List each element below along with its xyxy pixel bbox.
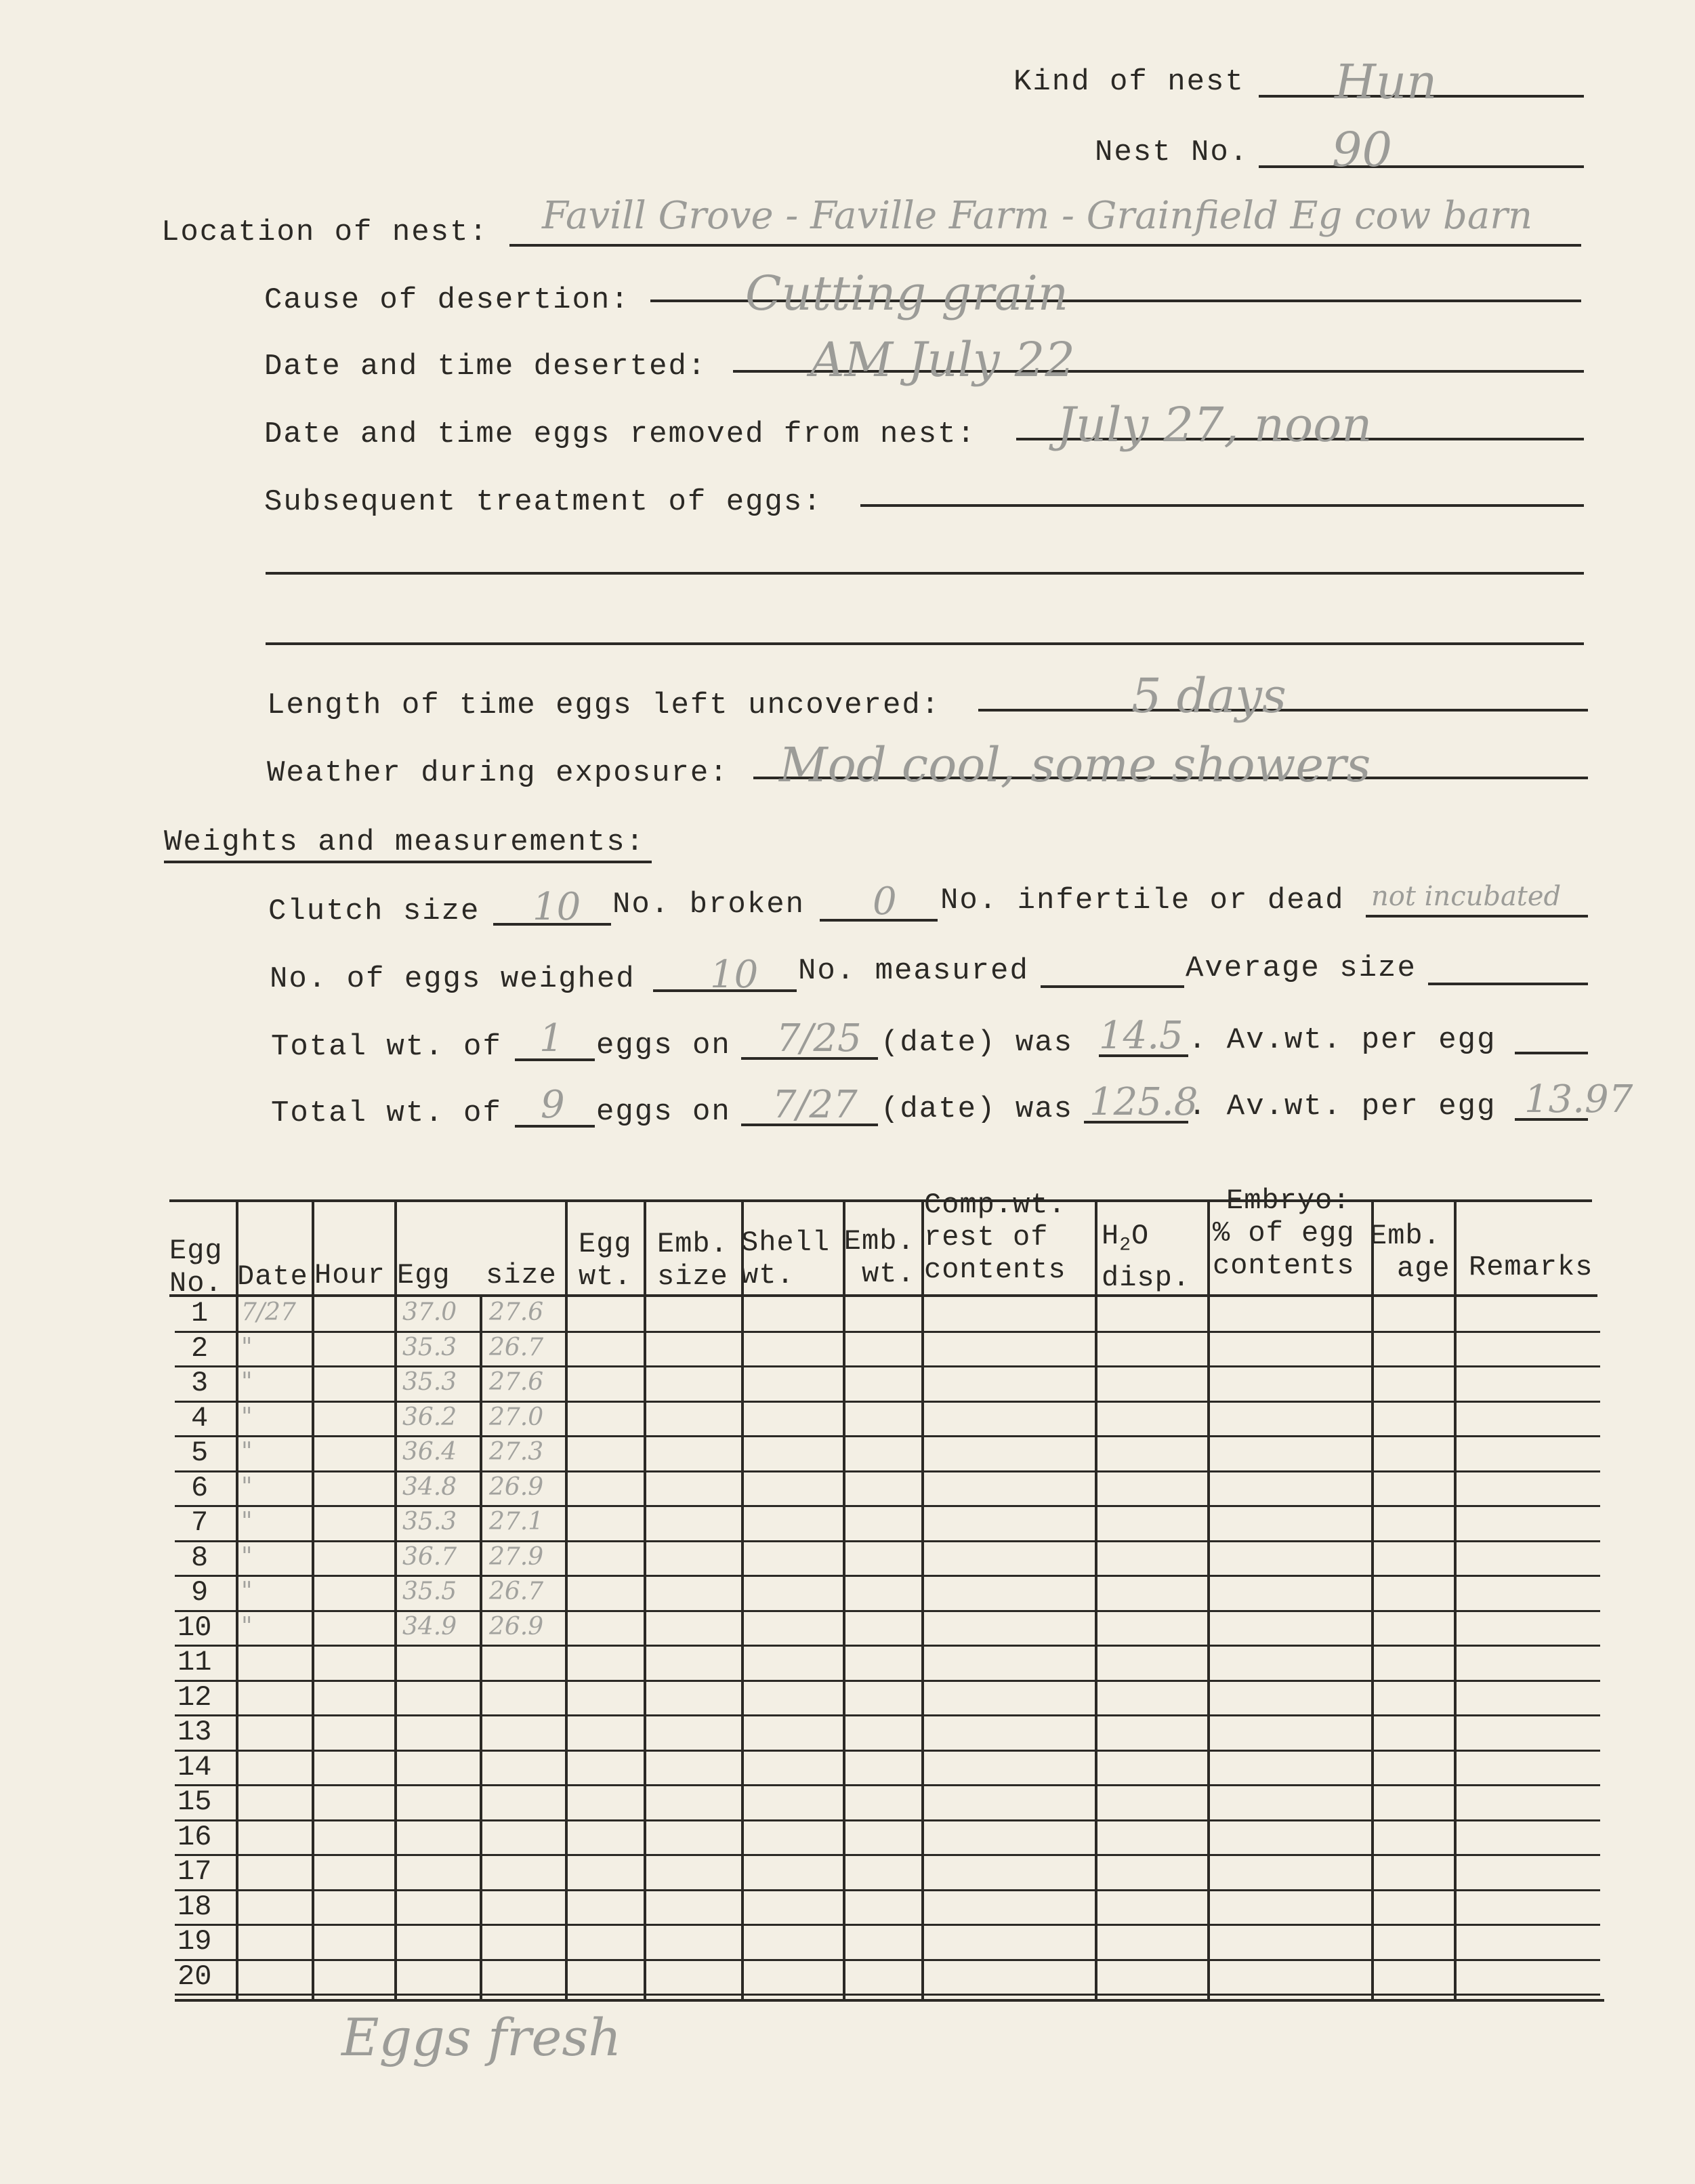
kind-of-nest-label: Kind of nest (1013, 65, 1244, 99)
row-rule (175, 1750, 1600, 1752)
row-rule (175, 1645, 1600, 1647)
cell-egg-length[interactable]: 34.8 (402, 1472, 457, 1501)
row-rule (175, 1331, 1600, 1333)
header-emb-wt: Emb. wt. (843, 1225, 915, 1290)
egg-number: 2 (191, 1332, 209, 1365)
cell-date[interactable]: " (241, 1578, 253, 1605)
row-rule (175, 1819, 1600, 1821)
no-measured-label: No. measured (798, 954, 1029, 988)
cell-egg-length[interactable]: 36.2 (402, 1403, 457, 1431)
cell-egg-width[interactable]: 27.0 (489, 1403, 544, 1431)
cell-egg-length[interactable]: 35.3 (402, 1508, 457, 1536)
total1-eggs-on: eggs on (596, 1029, 731, 1063)
cell-egg-length[interactable]: 35.3 (402, 1333, 457, 1361)
row-rule (175, 1854, 1600, 1856)
row-rule (175, 1610, 1600, 1612)
header-remarks: Remarks (1469, 1251, 1593, 1283)
row-rule (175, 1540, 1600, 1542)
header-comp-wt: Comp.wt. rest of contents (924, 1189, 1066, 1286)
row-rule (175, 1680, 1600, 1682)
row-rule (175, 1714, 1600, 1716)
header-shell-wt: Shell wt. (741, 1227, 831, 1292)
egg-number: 14 (177, 1750, 212, 1784)
header-emb-age: Emb. age (1370, 1220, 1450, 1285)
weights-heading: Weights and measurements: (164, 825, 646, 859)
row-rule (175, 1575, 1600, 1577)
eggs-weighed-label: No. of eggs weighed (270, 962, 635, 996)
eggs-weighed-value[interactable]: 10 (710, 953, 759, 997)
row-rule (175, 1959, 1600, 1961)
egg-number: 15 (177, 1786, 212, 1818)
row-rule (175, 1401, 1600, 1403)
total2-weight[interactable]: 125.8 (1089, 1080, 1198, 1124)
uncovered-value[interactable]: 5 days (1131, 668, 1286, 724)
total1-date[interactable]: 7/25 (776, 1016, 862, 1060)
total2-date-was: (date) was (881, 1092, 1074, 1126)
col-divider (644, 1199, 646, 2000)
col-divider (1095, 1199, 1097, 2000)
nest-no-line (1259, 165, 1584, 168)
weather-label: Weather during exposure: (267, 756, 729, 790)
egg-number: 17 (177, 1855, 212, 1888)
row-rule (175, 1505, 1600, 1507)
infertile-label: No. infertile or dead (940, 884, 1345, 918)
egg-number: 20 (177, 1960, 212, 1993)
col-divider (236, 1201, 238, 2000)
total1-avwt-label: . Av.wt. per egg (1188, 1023, 1497, 1057)
egg-number: 8 (191, 1541, 209, 1574)
date-removed-label: Date and time eggs removed from nest: (264, 417, 976, 451)
total1-avwt-line (1515, 1052, 1588, 1054)
egg-number: 16 (177, 1820, 212, 1853)
header-date: Date (237, 1260, 308, 1293)
egg-number: 11 (177, 1646, 212, 1678)
cell-date[interactable]: " (241, 1542, 253, 1571)
clutch-size-label: Clutch size (268, 894, 480, 928)
cell-date[interactable]: " (241, 1438, 253, 1466)
cell-egg-length[interactable]: 36.4 (402, 1438, 457, 1466)
treatment-label: Subsequent treatment of eggs: (264, 485, 822, 519)
header-hour: Hour (314, 1259, 385, 1292)
table-top-rule (169, 1199, 1592, 1202)
cell-egg-width[interactable]: 27.9 (489, 1542, 544, 1571)
cell-egg-width[interactable]: 27.6 (489, 1298, 544, 1326)
nest-no-label: Nest No. (1095, 136, 1249, 169)
col-divider (1207, 1199, 1210, 2000)
row-rule (175, 1889, 1600, 1891)
col-divider (1454, 1199, 1457, 2000)
location-label: Location of nest: (161, 215, 488, 249)
egg-number: 5 (191, 1437, 209, 1469)
row-rule (175, 1435, 1600, 1437)
cell-egg-width[interactable]: 27.1 (489, 1508, 544, 1536)
footer-note: Eggs fresh (341, 2007, 622, 2067)
header-bottom-rule (169, 1294, 1597, 1297)
header-h2o-disp: $H_2O$ disp. (1102, 1220, 1191, 1295)
infertile-value[interactable]: not incubated (1371, 881, 1562, 912)
treatment-line-1 (860, 504, 1584, 507)
egg-number: 9 (191, 1576, 209, 1609)
total1-count[interactable]: 1 (539, 1016, 564, 1060)
cell-egg-width[interactable]: 27.6 (489, 1368, 544, 1396)
cell-egg-length[interactable]: 35.3 (402, 1368, 457, 1396)
date-removed-value[interactable]: July 27, noon (1057, 397, 1373, 453)
total2-label: Total wt. of (271, 1096, 502, 1130)
no-measured-line (1041, 985, 1184, 988)
cell-egg-width[interactable]: 26.9 (489, 1612, 544, 1641)
average-size-label: Average size (1186, 951, 1417, 985)
weather-value[interactable]: Mod cool, some showers (779, 737, 1371, 793)
col-divider (921, 1199, 924, 2000)
no-broken-value[interactable]: 0 (873, 880, 897, 924)
total2-avwt[interactable]: 13.97 (1524, 1077, 1633, 1121)
total1-date-was: (date) was (881, 1026, 1074, 1060)
row-rule (175, 1994, 1600, 1996)
egg-number: 6 (191, 1471, 209, 1504)
col-divider (843, 1199, 845, 2000)
cell-date[interactable]: " (241, 1403, 253, 1431)
col-divider (1371, 1199, 1374, 2000)
total1-weight[interactable]: 14.5 (1099, 1014, 1184, 1058)
cell-date[interactable]: 7/27 (241, 1298, 296, 1326)
cell-egg-width[interactable]: 26.7 (489, 1333, 544, 1361)
header-egg-size: Egg size (397, 1259, 557, 1292)
egg-number: 13 (177, 1716, 212, 1748)
col-divider (565, 1199, 568, 2000)
row-rule (175, 1365, 1600, 1367)
egg-number: 4 (191, 1401, 209, 1435)
egg-number: 7 (191, 1506, 209, 1539)
cell-date[interactable]: " (241, 1612, 253, 1641)
date-deserted-value[interactable]: AM July 22 (810, 332, 1075, 388)
header-emb-size: Emb. size (657, 1228, 728, 1293)
average-size-line (1428, 983, 1588, 985)
cell-egg-length[interactable]: 35.5 (402, 1578, 457, 1605)
total2-eggs-on: eggs on (596, 1095, 731, 1129)
header-embryo-pct: Embryo: % of egg contents (1213, 1184, 1355, 1282)
treatment-line-3 (266, 642, 1584, 645)
row-rule (175, 1784, 1600, 1786)
cause-value[interactable]: Cutting grain (745, 266, 1068, 321)
table-bottom-rule (175, 1999, 1604, 2002)
date-deserted-label: Date and time deserted: (264, 350, 707, 384)
total2-avwt-label: . Av.wt. per egg (1188, 1090, 1497, 1124)
uncovered-label: Length of time eggs left uncovered: (267, 688, 941, 722)
total1-label: Total wt. of (271, 1030, 502, 1064)
treatment-line-2 (266, 572, 1584, 575)
egg-number: 19 (177, 1925, 212, 1958)
cell-date[interactable]: " (241, 1508, 253, 1536)
egg-number: 12 (177, 1681, 212, 1714)
location-line (509, 244, 1581, 247)
cell-date[interactable]: " (241, 1333, 253, 1361)
egg-number: 18 (177, 1890, 212, 1923)
cell-egg-length[interactable]: 36.7 (402, 1542, 457, 1571)
row-rule (175, 1924, 1600, 1926)
clutch-size-value[interactable]: 10 (532, 885, 581, 929)
header-egg-no: Egg No. (169, 1235, 223, 1300)
egg-number: 1 (191, 1297, 209, 1330)
weights-heading-underline (164, 861, 652, 863)
col-divider (394, 1201, 397, 2000)
cell-egg-width[interactable]: 26.7 (489, 1578, 544, 1605)
col-divider (312, 1201, 314, 2000)
cell-egg-length[interactable]: 37.0 (402, 1298, 457, 1326)
cell-date[interactable]: " (241, 1472, 253, 1501)
cell-date[interactable]: " (241, 1368, 253, 1396)
location-value[interactable]: Favill Grove - Faville Farm - Grainfield Eg cow barn (542, 194, 1533, 238)
header-egg-wt: Egg wt. (579, 1228, 632, 1293)
col-divider (741, 1199, 744, 2000)
total2-date[interactable]: 7/27 (772, 1083, 858, 1127)
egg-number: 10 (177, 1611, 212, 1644)
cell-egg-width[interactable]: 27.3 (489, 1438, 544, 1466)
row-rule (175, 1470, 1600, 1472)
total2-count[interactable]: 9 (541, 1083, 565, 1127)
egg-number: 3 (191, 1367, 209, 1399)
nest-no-value[interactable]: 90 (1332, 122, 1393, 178)
cell-egg-length[interactable]: 34.9 (402, 1612, 457, 1641)
kind-of-nest-value[interactable]: Hun (1335, 54, 1438, 110)
infertile-line (1366, 915, 1588, 918)
no-broken-label: No. broken (612, 888, 805, 922)
cell-egg-width[interactable]: 26.9 (489, 1472, 544, 1501)
cause-label: Cause of desertion: (264, 283, 630, 317)
